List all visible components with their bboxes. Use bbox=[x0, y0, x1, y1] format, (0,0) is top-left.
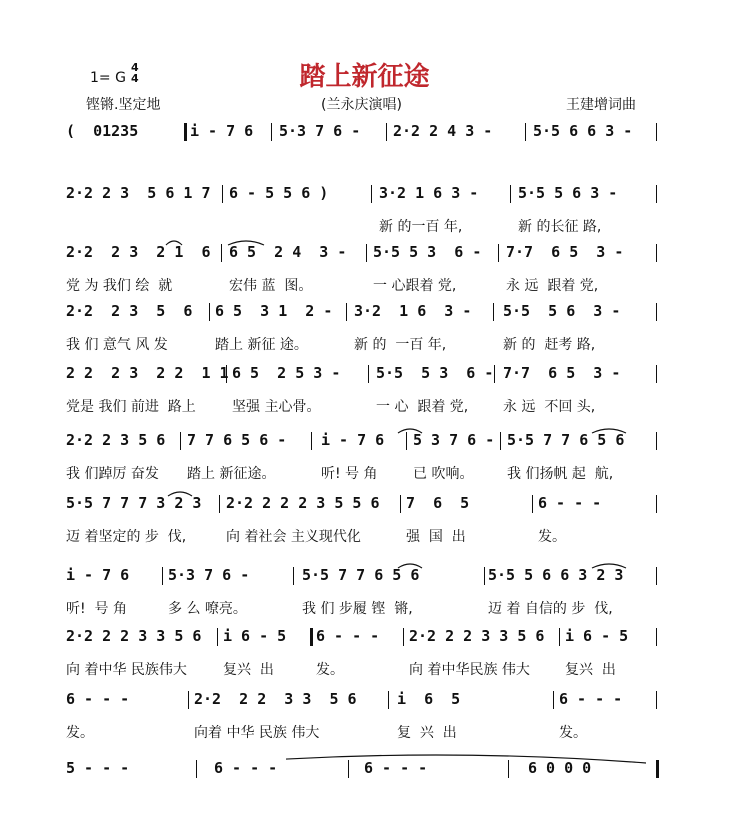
barline bbox=[196, 760, 197, 778]
barline bbox=[226, 365, 227, 383]
lyric-phrase: 一 心跟着 党, bbox=[373, 278, 457, 294]
lyric-phrase: 多 么 嘹亮。 bbox=[168, 601, 247, 617]
lyric-phrase: 党是 我们 前进 路上 bbox=[66, 399, 196, 415]
barline bbox=[656, 495, 657, 513]
measure: 6 - - - bbox=[66, 690, 130, 708]
barline bbox=[500, 432, 501, 450]
measure: 6 - 5 5 6 ) bbox=[229, 184, 329, 202]
lyric-phrase: 听! 号 角 bbox=[66, 601, 127, 617]
tempo-marking: 铿锵.坚定地 bbox=[86, 97, 161, 113]
lyrics-line bbox=[66, 526, 660, 548]
lyrics-line bbox=[66, 722, 660, 744]
lyric-phrase: 发。 bbox=[66, 725, 94, 741]
lyric-phrase: 坚强 主心骨。 bbox=[232, 399, 321, 415]
lyric-phrase: 我 们扬帆 起 航, bbox=[507, 466, 614, 482]
rep-end-barline bbox=[310, 628, 313, 646]
lyrics-line bbox=[66, 463, 660, 485]
lyric-phrase: 复 兴 出 bbox=[397, 725, 457, 741]
notation-line bbox=[66, 364, 660, 386]
measure: 6 - - - bbox=[559, 690, 623, 708]
barline bbox=[656, 628, 657, 646]
measure: i 6 - 5 bbox=[223, 627, 287, 645]
barline bbox=[656, 244, 657, 262]
lyrics-line bbox=[66, 791, 660, 813]
lyric-phrase: 复兴 出 bbox=[223, 662, 274, 678]
barline bbox=[656, 123, 657, 141]
barline bbox=[656, 365, 657, 383]
measure: 2·2 2 3 2 1 6 bbox=[66, 243, 211, 261]
notation-line bbox=[66, 627, 660, 649]
barline bbox=[493, 303, 494, 321]
measure: 2·2 2 2 3 3 5 6 bbox=[66, 627, 202, 645]
lyric-phrase: 向 着社会 主义现代化 bbox=[226, 529, 361, 545]
lyric-phrase: 新 的 赶考 路, bbox=[503, 337, 596, 353]
barline bbox=[656, 691, 657, 709]
lyric-phrase: 听! 号 角 bbox=[321, 466, 378, 482]
measure: 3·2 1 6 3 - bbox=[379, 184, 479, 202]
performer-credit: (兰永庆演唱) bbox=[321, 97, 402, 113]
lyrics-line bbox=[66, 275, 660, 297]
measure: 5·5 7 7 7 3 2 3 bbox=[66, 494, 202, 512]
lyric-phrase: 永 远 跟着 党, bbox=[506, 278, 599, 294]
measure: 2·2 2 3 5 6 bbox=[66, 302, 193, 320]
measure: 6 5 3 1 2 - bbox=[215, 302, 333, 320]
lyric-phrase: 宏伟 蓝 图。 bbox=[229, 278, 313, 294]
score-system bbox=[66, 431, 660, 485]
score-system bbox=[66, 759, 660, 813]
measure: 6 - - - bbox=[538, 494, 602, 512]
lyric-phrase: 党 为 我们 绘 就 bbox=[66, 278, 173, 294]
notation-line bbox=[66, 566, 660, 588]
measure: 2·2 2 2 2 3 5 5 6 bbox=[226, 494, 380, 512]
measure: 7 7 6 5 6 - bbox=[187, 431, 287, 449]
lyrics-line bbox=[66, 216, 660, 238]
score-system bbox=[66, 184, 660, 238]
barline bbox=[532, 495, 533, 513]
barline bbox=[406, 432, 407, 450]
barline bbox=[348, 760, 349, 778]
measure: 5·5 7 7 6 5 6 bbox=[302, 566, 420, 584]
barline bbox=[180, 432, 181, 450]
barline bbox=[346, 303, 347, 321]
measure: 2·2 2 3 5 6 1 7 bbox=[66, 184, 211, 202]
barline bbox=[525, 123, 526, 141]
barline bbox=[656, 567, 657, 585]
notation-line bbox=[66, 243, 660, 265]
barline bbox=[388, 691, 389, 709]
notation-line bbox=[66, 302, 660, 324]
measure: 2·2 2 4 3 - bbox=[393, 122, 493, 140]
song-title: 踏上新征途 bbox=[299, 62, 430, 92]
measure: 5 - - - bbox=[66, 759, 130, 777]
measure: 2 2 2 3 2 2 1 1 bbox=[66, 364, 229, 382]
score-system bbox=[66, 627, 660, 681]
measure: 5·5 6 6 3 - bbox=[533, 122, 633, 140]
barline bbox=[371, 185, 372, 203]
barline bbox=[219, 495, 220, 513]
barline bbox=[498, 244, 499, 262]
measure: 5·5 7 7 6 5 6 bbox=[507, 431, 625, 449]
lyric-phrase: 发。 bbox=[538, 529, 566, 545]
lyrics-line bbox=[66, 598, 660, 620]
barline bbox=[403, 628, 404, 646]
measure: 2·2 2 2 3 3 5 6 bbox=[409, 627, 545, 645]
lyric-phrase: 迈 着坚定的 步 伐, bbox=[66, 529, 187, 545]
key-signature: 1= G bbox=[90, 70, 126, 86]
lyric-phrase: 新 的 一百 年, bbox=[354, 337, 447, 353]
lyric-phrase: 向 着中华民族 伟大 bbox=[409, 662, 530, 678]
measure: 5·5 5 6 3 - bbox=[518, 184, 618, 202]
measure: 6 - - - bbox=[364, 759, 428, 777]
lyric-phrase: 踏上 新征途。 bbox=[187, 466, 276, 482]
measure: ( 01235 bbox=[66, 122, 139, 140]
barline bbox=[271, 123, 272, 141]
lyrics-line bbox=[66, 396, 660, 418]
barline bbox=[368, 365, 369, 383]
lyric-phrase: 发。 bbox=[316, 662, 344, 678]
barline bbox=[559, 628, 560, 646]
barline bbox=[484, 567, 485, 585]
long-slur bbox=[286, 749, 646, 767]
measure: 7·7 6 5 3 - bbox=[506, 243, 624, 261]
lyric-phrase: 已 吹响。 bbox=[413, 466, 474, 482]
barline bbox=[311, 432, 312, 450]
measure: 6 5 2 4 3 - bbox=[229, 243, 347, 261]
measure: 5·3 7 6 - bbox=[279, 122, 361, 140]
barline bbox=[508, 760, 509, 778]
score-system bbox=[66, 494, 660, 548]
lyric-phrase: 踏上 新征 途。 bbox=[215, 337, 308, 353]
score-system bbox=[66, 364, 660, 418]
score-system bbox=[66, 302, 660, 356]
notation-line bbox=[66, 184, 660, 206]
notation-line bbox=[66, 122, 660, 144]
barline bbox=[400, 495, 401, 513]
barline bbox=[656, 432, 657, 450]
measure: i - 7 6 bbox=[321, 431, 385, 449]
measure: 5·5 5 6 6 3 2 3 bbox=[488, 566, 624, 584]
measure: i - 7 6 bbox=[66, 566, 130, 584]
lyric-phrase: 发。 bbox=[559, 725, 587, 741]
measure: i 6 5 bbox=[397, 690, 461, 708]
measure: 5·5 5 3 6 - bbox=[373, 243, 482, 261]
measure: 5·5 5 6 3 - bbox=[503, 302, 621, 320]
barline bbox=[494, 365, 495, 383]
barline bbox=[162, 567, 163, 585]
lyric-phrase: 永 远 不回 头, bbox=[503, 399, 596, 415]
score-system bbox=[66, 690, 660, 744]
lyric-phrase: 我 们 步履 铿 锵, bbox=[302, 601, 413, 617]
notation-line bbox=[66, 431, 660, 453]
barline bbox=[386, 123, 387, 141]
barline bbox=[209, 303, 210, 321]
lyric-phrase: 我 们 意气 风 发 bbox=[66, 337, 168, 353]
lyric-phrase: 新 的长征 路, bbox=[518, 219, 602, 235]
measure: 2·2 2 3 5 6 bbox=[66, 431, 166, 449]
notation-line bbox=[66, 690, 660, 712]
measure: i - 7 6 bbox=[190, 122, 254, 140]
lyric-phrase: 复兴 出 bbox=[565, 662, 616, 678]
barline bbox=[221, 244, 222, 262]
composer-credit: 王建增词曲 bbox=[566, 97, 636, 113]
measure: 6 0 0 0 bbox=[528, 759, 592, 777]
time-signature-top: 4 bbox=[131, 61, 139, 74]
measure: 6 - - - bbox=[214, 759, 278, 777]
barline bbox=[656, 185, 657, 203]
barline bbox=[656, 303, 657, 321]
end-barline bbox=[656, 760, 659, 778]
barline bbox=[217, 628, 218, 646]
measure: 6 5 2 5 3 - bbox=[232, 364, 341, 382]
measure: 3·2 1 6 3 - bbox=[354, 302, 472, 320]
lyric-phrase: 一 心 跟着 党, bbox=[376, 399, 469, 415]
measure: 6 - - - bbox=[316, 627, 380, 645]
lyric-phrase: 新 的一百 年, bbox=[379, 219, 463, 235]
barline bbox=[222, 185, 223, 203]
lyrics-line bbox=[66, 659, 660, 681]
lyric-phrase: 向 着中华 民族伟大 bbox=[66, 662, 187, 678]
notation-line bbox=[66, 494, 660, 516]
measure: 2·2 2 2 3 3 5 6 bbox=[194, 690, 357, 708]
lyric-phrase: 强 国 出 bbox=[406, 529, 466, 545]
lyric-phrase: 迈 着 自信的 步 伐, bbox=[488, 601, 613, 617]
measure: 5·3 7 6 - bbox=[168, 566, 250, 584]
measure: 5·5 5 3 6 - bbox=[376, 364, 494, 382]
lyric-phrase: 向着 中华 民族 伟大 bbox=[194, 725, 320, 741]
measure: 7·7 6 5 3 - bbox=[503, 364, 621, 382]
score-system bbox=[66, 566, 660, 620]
lyrics-line bbox=[66, 334, 660, 356]
barline bbox=[510, 185, 511, 203]
notation-line bbox=[66, 759, 660, 781]
score-system bbox=[66, 122, 660, 176]
measure: i 6 - 5 bbox=[565, 627, 629, 645]
score-system bbox=[66, 243, 660, 297]
barline bbox=[366, 244, 367, 262]
time-signature-bottom: 4 bbox=[131, 72, 139, 85]
barline bbox=[553, 691, 554, 709]
rep-start-barline bbox=[184, 123, 187, 141]
barline bbox=[293, 567, 294, 585]
measure: 7 6 5 bbox=[406, 494, 470, 512]
measure: 5 3 7 6 - bbox=[413, 431, 495, 449]
barline bbox=[188, 691, 189, 709]
lyrics-line bbox=[66, 154, 660, 176]
lyric-phrase: 我 们踔厉 奋发 bbox=[66, 466, 159, 482]
